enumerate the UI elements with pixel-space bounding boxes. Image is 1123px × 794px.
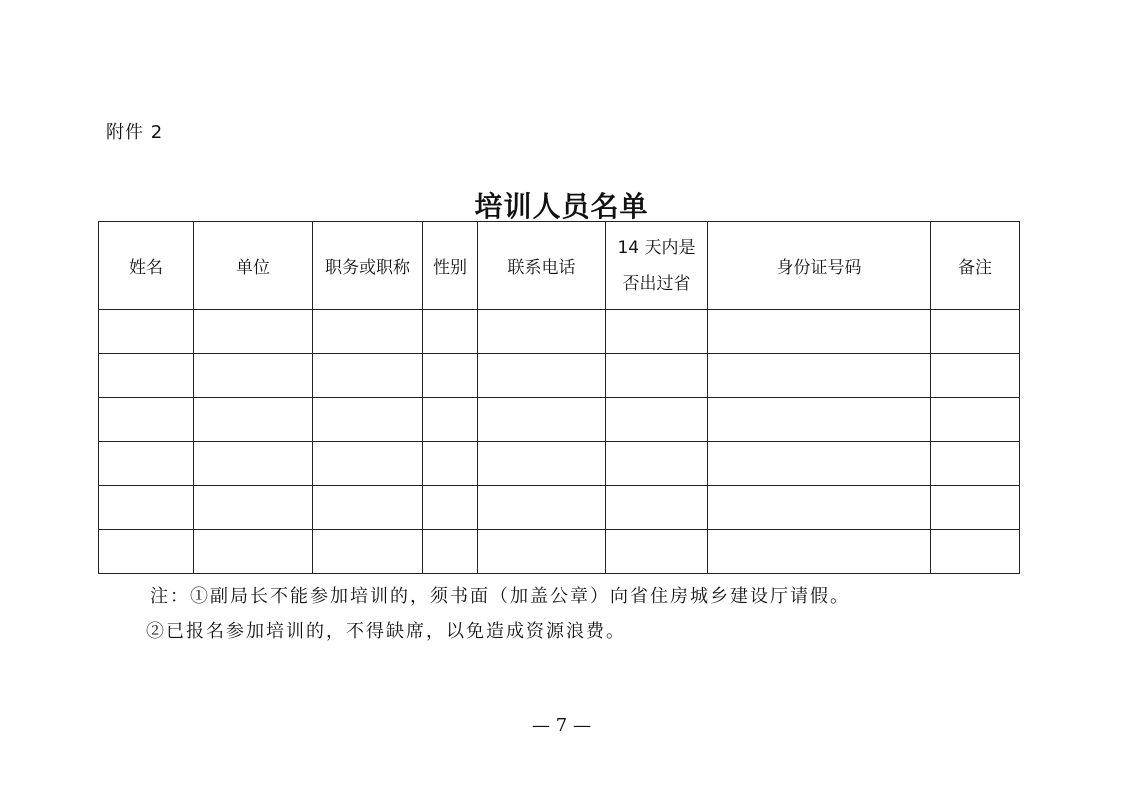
header-travel-line2: 否出过省 xyxy=(622,273,691,294)
cell-id-number[interactable] xyxy=(708,530,931,574)
header-remarks: 备注 xyxy=(931,222,1020,310)
cell-remarks[interactable] xyxy=(931,530,1020,574)
header-gender: 性别 xyxy=(423,222,478,310)
cell-name[interactable] xyxy=(99,442,194,486)
table-row xyxy=(99,354,1020,398)
cell-position[interactable] xyxy=(313,486,423,530)
cell-name[interactable] xyxy=(99,398,194,442)
cell-name[interactable] xyxy=(99,354,194,398)
cell-position[interactable] xyxy=(313,530,423,574)
cell-travel[interactable] xyxy=(606,310,708,354)
header-position: 职务或职称 xyxy=(313,222,423,310)
header-id-number: 身份证号码 xyxy=(708,222,931,310)
trainee-roster-table xyxy=(98,221,1020,574)
note-absence-rule: 注：①副局长不能参加培训的，须书面（加盖公章）向省住房城乡建设厅请假。 xyxy=(150,586,850,607)
cell-gender[interactable] xyxy=(423,354,478,398)
cell-remarks[interactable] xyxy=(931,442,1020,486)
cell-gender[interactable] xyxy=(423,530,478,574)
cell-phone[interactable] xyxy=(478,530,606,574)
cell-travel[interactable] xyxy=(606,442,708,486)
cell-unit[interactable] xyxy=(194,442,313,486)
cell-remarks[interactable] xyxy=(931,398,1020,442)
cell-unit[interactable] xyxy=(194,530,313,574)
cell-travel[interactable] xyxy=(606,486,708,530)
table-header-row xyxy=(99,222,1020,310)
cell-id-number[interactable] xyxy=(708,354,931,398)
header-travel-line1: 14 天内是 xyxy=(617,237,696,258)
cell-position[interactable] xyxy=(313,310,423,354)
cell-travel[interactable] xyxy=(606,398,708,442)
cell-name[interactable] xyxy=(99,486,194,530)
header-travel xyxy=(606,222,708,310)
cell-name[interactable] xyxy=(99,530,194,574)
cell-phone[interactable] xyxy=(478,354,606,398)
table-row xyxy=(99,310,1020,354)
cell-unit[interactable] xyxy=(194,354,313,398)
cell-gender[interactable] xyxy=(423,310,478,354)
cell-phone[interactable] xyxy=(478,398,606,442)
header-unit: 单位 xyxy=(194,222,313,310)
cell-unit[interactable] xyxy=(194,398,313,442)
cell-remarks[interactable] xyxy=(931,310,1020,354)
cell-position[interactable] xyxy=(313,398,423,442)
cell-id-number[interactable] xyxy=(708,398,931,442)
cell-phone[interactable] xyxy=(478,310,606,354)
table-row xyxy=(99,486,1020,530)
cell-phone[interactable] xyxy=(478,442,606,486)
cell-travel[interactable] xyxy=(606,530,708,574)
table-row xyxy=(99,398,1020,442)
cell-remarks[interactable] xyxy=(931,486,1020,530)
cell-gender[interactable] xyxy=(423,442,478,486)
cell-gender[interactable] xyxy=(423,486,478,530)
page-number: — 7 — xyxy=(532,715,591,736)
header-name: 姓名 xyxy=(99,222,194,310)
cell-travel[interactable] xyxy=(606,354,708,398)
cell-remarks[interactable] xyxy=(931,354,1020,398)
cell-unit[interactable] xyxy=(194,310,313,354)
cell-id-number[interactable] xyxy=(708,442,931,486)
cell-gender[interactable] xyxy=(423,398,478,442)
cell-position[interactable] xyxy=(313,442,423,486)
cell-name[interactable] xyxy=(99,310,194,354)
cell-id-number[interactable] xyxy=(708,310,931,354)
note-attendance-rule: ②已报名参加培训的，不得缺席，以免造成资源浪费。 xyxy=(146,621,626,642)
table-row xyxy=(99,442,1020,486)
cell-position[interactable] xyxy=(313,354,423,398)
attachment-label: 附件 2 xyxy=(106,122,164,143)
cell-unit[interactable] xyxy=(194,486,313,530)
cell-id-number[interactable] xyxy=(708,486,931,530)
table-row xyxy=(99,530,1020,574)
header-phone: 联系电话 xyxy=(478,222,606,310)
document-title: 培训人员名单 xyxy=(474,190,649,223)
cell-phone[interactable] xyxy=(478,486,606,530)
